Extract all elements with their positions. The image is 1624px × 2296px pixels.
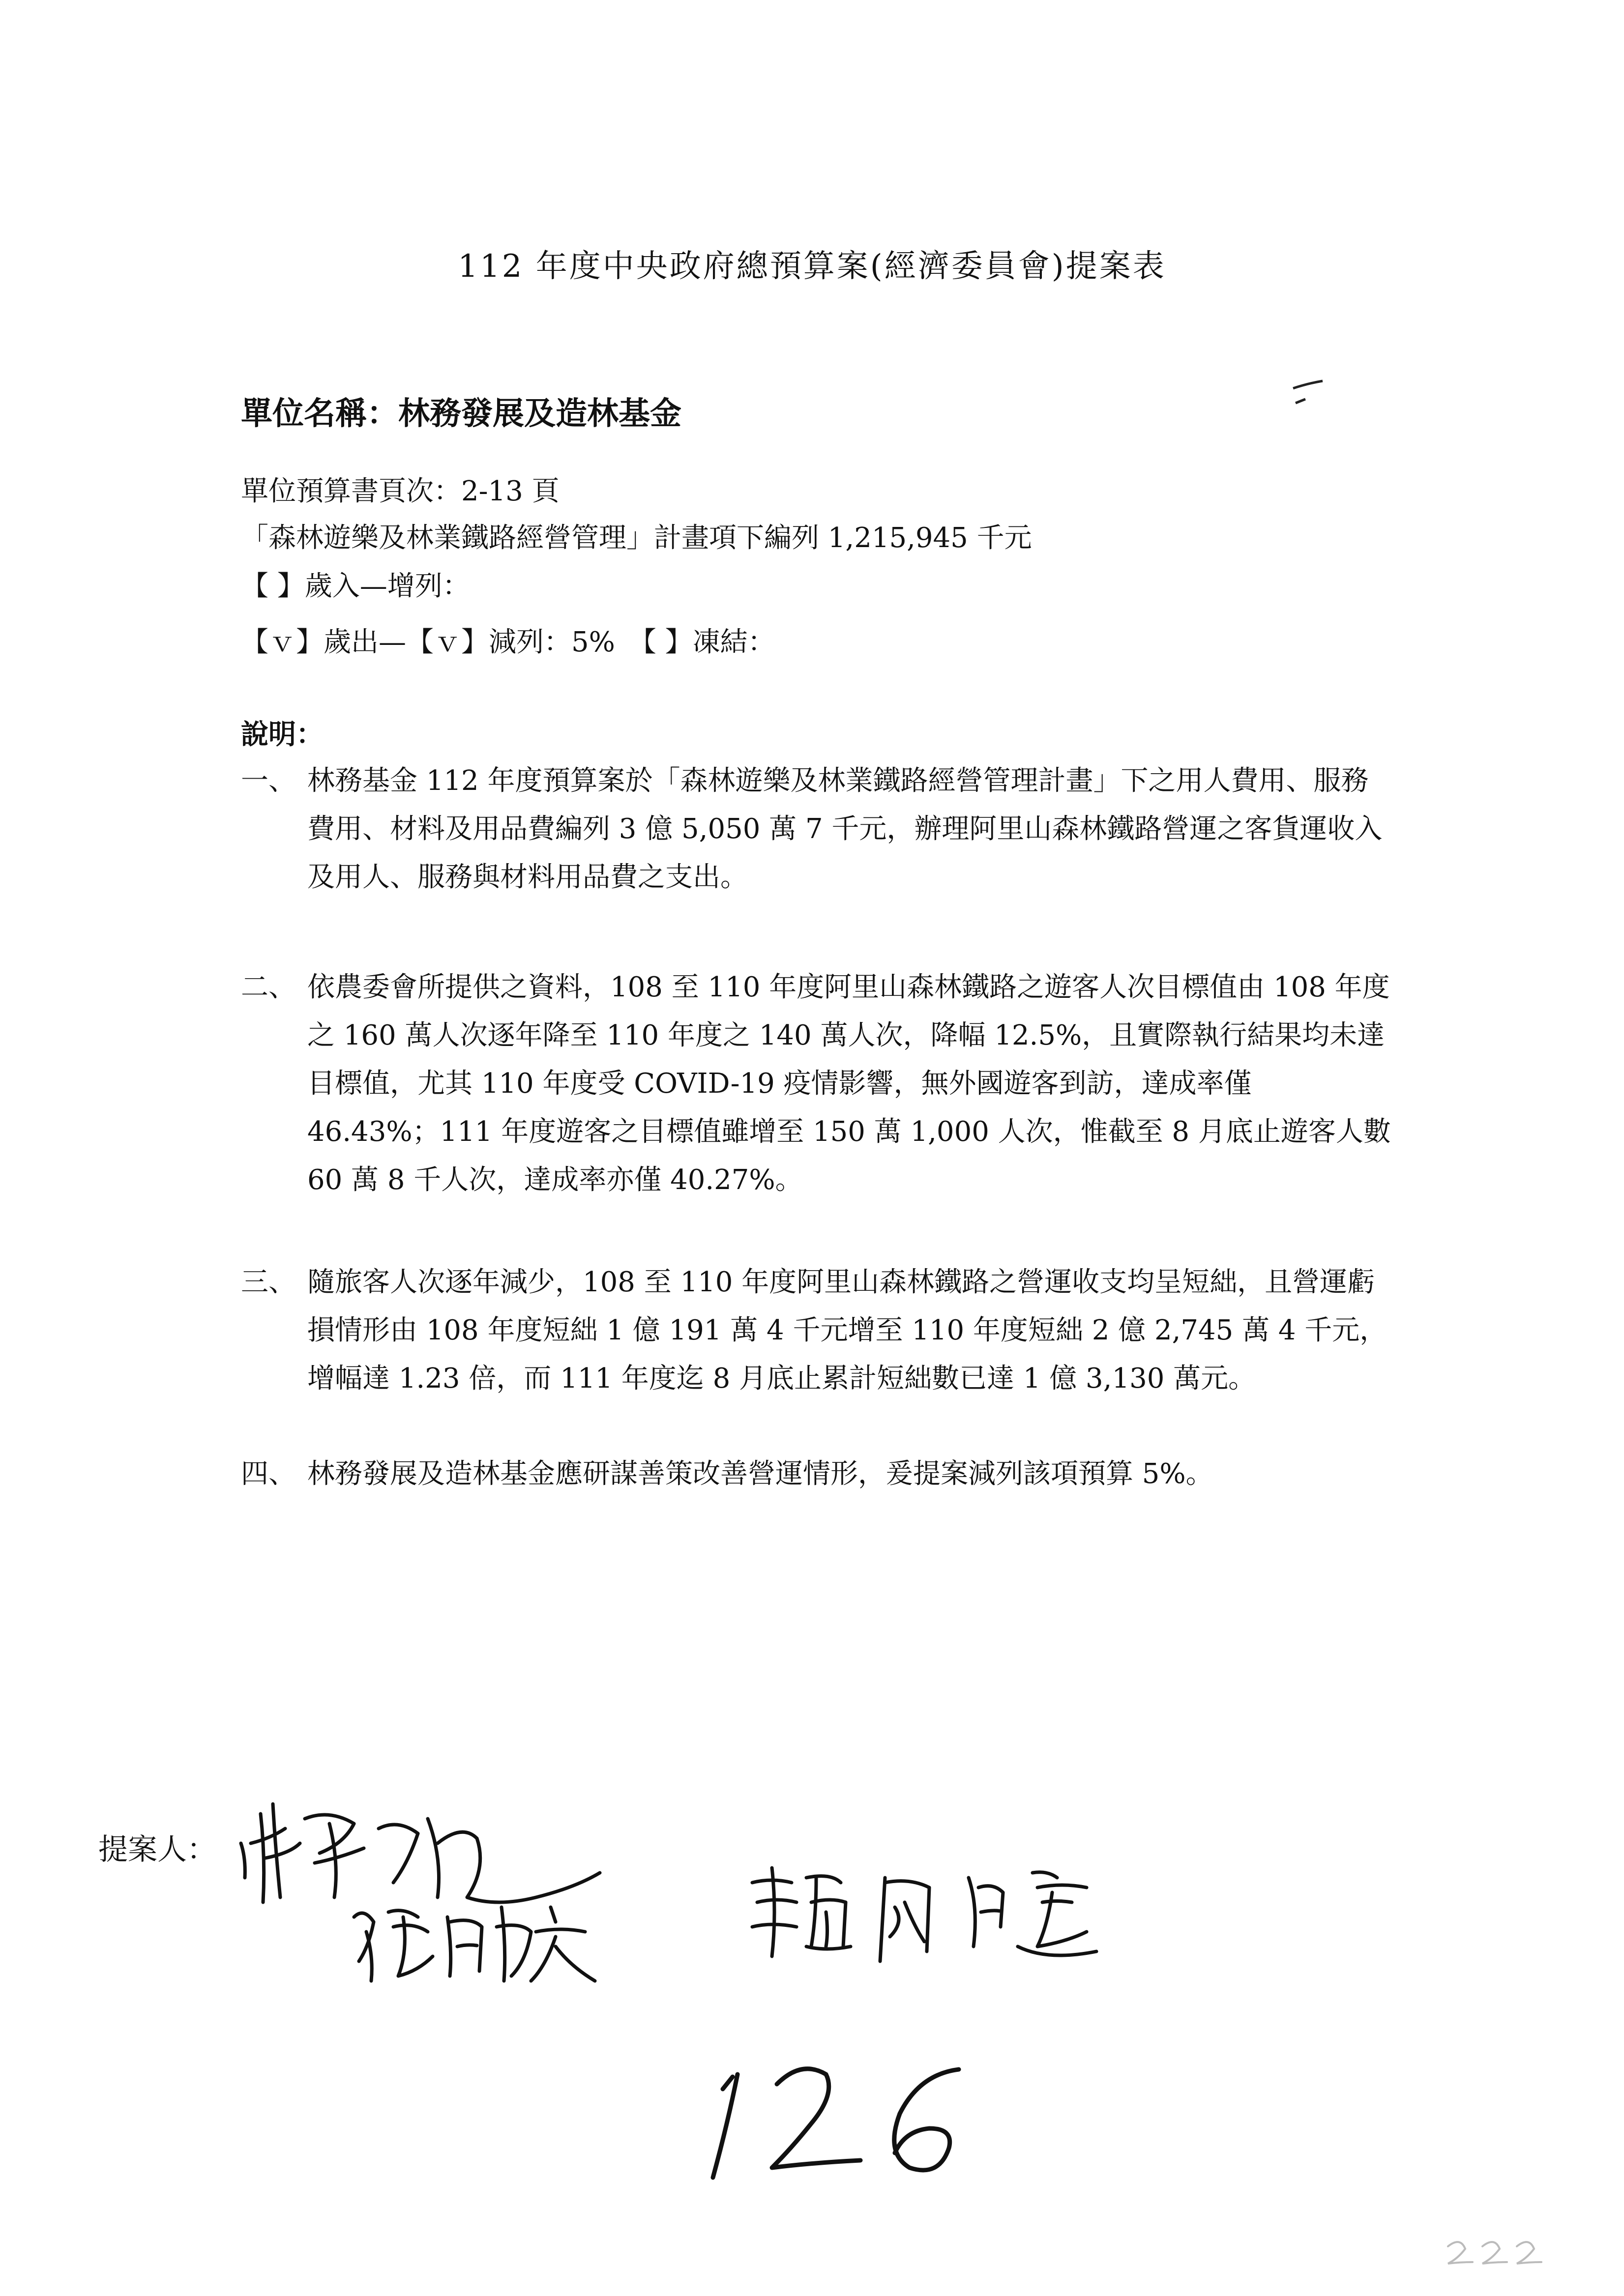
item-number: 二、 [241, 971, 296, 1003]
item-text: 林務發展及造林基金應研謀善策改善營運情形，爰提案減列該項預算 5%。 [307, 1458, 1213, 1490]
revenue-line: 【 】歲入—增列： [241, 570, 470, 602]
item-text: 林務基金 112 年度預算案於「森林遊樂及林業鐵路經營管理計畫」下之用人費用、服務費用、材料及用品費編列 3 億 5,050 萬 7 千元，辦理阿里山森林鐵路營運之客貨運收入及用人、服務與材料用品費之支出。 [307, 765, 1383, 893]
proposer-label: 提案人： [98, 1832, 216, 1867]
scan-speck [1288, 378, 1328, 408]
item-number: 一、 [241, 765, 296, 797]
page-reference: 單位預算書頁次：2-13 頁 [241, 475, 560, 507]
budget-item: 「森林遊樂及林業鐵路經營管理」計畫項下編列 1,215,945 千元 [241, 522, 1032, 554]
document-title: 112 年度中央政府總預算案(經濟委員會)提案表 [458, 248, 1166, 285]
unit-name: 單位名稱：林務發展及造林基金 [241, 396, 681, 432]
item-number: 四、 [241, 1458, 296, 1490]
signature-2 [344, 1888, 600, 1996]
explanation-item [241, 1258, 1391, 1403]
item-number: 三、 [241, 1266, 296, 1298]
item-text: 隨旅客人次逐年減少，108 至 110 年度阿里山森林鐵路之營運收支均呈短絀，且營運虧損情形由 108 年度短絀 1 億 191 萬 4 千元增至 110 年度短絀 2 億 2,745 萬 4 千元，增幅達 1.23 倍，而 111 年度迄 8 月底止累計短絀數已達 1 億 3,130 萬元。 [307, 1266, 1388, 1395]
item-text: 依農委會所提供之資料，108 至 110 年度阿里山森林鐵路之遊客人次目標值由 108 年度之 160 萬人次逐年降至 110 年度之 140 萬人次，降幅 12.5%，且實際執行結果均未達目標值，尤其 110 年度受 COVID-19 疫情影響，無外國遊客到訪，達成率僅 46.43%；111 年度遊客之目標值雖增至 150 萬 1,000 人次，惟截至 8 月底止遊客人數 60 萬 8 千人次，達成率亦僅 40.27%。 [307, 971, 1391, 1196]
signature-3 [742, 1848, 1116, 1976]
explanation-item [241, 757, 1391, 901]
explanation-item [241, 1450, 1391, 1498]
explanation-label: 說明： [241, 719, 324, 751]
handwritten-page-number [703, 2055, 978, 2182]
expense-line: 【ｖ】歲出—【ｖ】減列：5% 【 】凍結： [241, 626, 775, 658]
corner-page-mark [1441, 2227, 1568, 2271]
explanation-item [241, 963, 1391, 1204]
